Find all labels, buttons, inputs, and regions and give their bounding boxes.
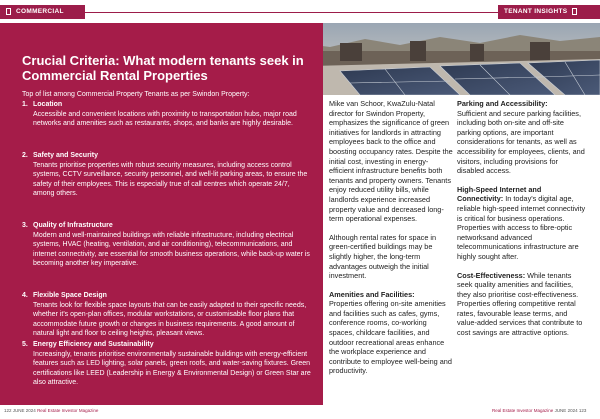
section-text: Properties offering on-site amenities and facilities such as cafes, gyms, conference rooms, co-working spaces, childcare facilities, and outdoor recreational areas enhance the workplace experience and contribute to employee well-being and productivity.	[329, 299, 452, 376]
criterion-heading: Energy Efficiency and Sustainability	[33, 341, 154, 348]
section-heading: Parking and Accessibility:	[457, 99, 548, 108]
parking-section	[457, 99, 587, 176]
footer-right	[492, 408, 586, 413]
issue-date: JUNE 2024	[12, 408, 36, 413]
criterion-number: 3.	[22, 222, 28, 229]
section-tag-commercial: COMMERCIAL	[0, 5, 85, 19]
criterion-text: Modern and well-maintained buildings with reliable infrastructure, including electrical systems, HVAC (heating, ventilation, and air conditioning), telecommunications, and internet connectivity, are essential for smooth business operations, while back-up water is becoming another key imperative.	[33, 231, 310, 267]
section-heading: Cost-Effectiveness:	[457, 270, 526, 280]
criteria-panel	[0, 23, 323, 405]
section-heading: Amenities and Facilities:	[329, 289, 415, 299]
internet-section	[457, 185, 587, 262]
section-text: Sufficient and secure parking facilities, including both on-site and off-site parking options, are important considerations for tenants, as well as accessibility for employees, clients, and visitors, including provisions for disabled access.	[457, 108, 585, 176]
amenities-section	[329, 290, 453, 376]
page-number: 123	[578, 408, 587, 413]
cost-section	[457, 271, 587, 338]
criterion-heading: Location	[33, 101, 63, 108]
criterion-text: Accessible and convenient locations with proximity to transportation hubs, major road networks and amenities such as restaurants, shops, and banks are highly desirable.	[33, 110, 297, 127]
body-paragraph: Although rental rates for space in green-certified buildings may be slightly higher, the long-term advantages outweigh the initial investment.	[329, 232, 437, 281]
section-text: In today's digital age, reliable high-speed internet connectivity is critical for business operations. Properties with access to fibre-optic networksand advanced telecommunications infrastructure are highly sought after.	[457, 194, 586, 261]
criterion-energy	[22, 340, 312, 388]
magazine-name: Real Estate Investor Magazine	[37, 408, 99, 413]
building-icon	[572, 8, 577, 15]
criterion-number: 2.	[22, 152, 28, 159]
criterion-safety	[22, 151, 312, 199]
section-text: While tenants seek quality amenities and facilities, they also prioritise cost-effectiveness. Properties offering competitive rental rates, favourable lease terms, and value-added services that contribute to cost savings are attractive options.	[457, 270, 583, 338]
footer-left	[4, 408, 98, 413]
criterion-heading: Safety and Security	[33, 152, 98, 159]
criterion-text: Increasingly, tenants prioritise environmentally sustainable buildings with energy-efficient features such as LED lighting, solar panels, green roofs, and water-saving fixtures. Green certifications like LEED (Leadership in Energy & Environmental Design) or Green Star are also attractive.	[33, 350, 311, 386]
issue-date: JUNE 2024	[554, 408, 578, 413]
criterion-location	[22, 100, 312, 129]
criterion-heading: Flexible Space Design	[33, 292, 107, 299]
body-paragraph: Mike van Schoor, KwaZulu-Natal director for Swindon Property, emphasizes the significance of green initiatives for landlords in attracting employees back to the office and boosting occupancy rates. Despite the initial cost, investing in energy-efficient infrastructure benefits both tenants and property owners. Tenants enjoy reduced utility bills, while landlords experience increased property value and decreased long-term operational expenses.	[329, 99, 453, 224]
section-heading: High-Speed Internet and Connectivity:	[457, 184, 542, 204]
criterion-number: 4.	[22, 292, 28, 299]
magazine-name: Real Estate Investor Magazine	[492, 408, 554, 413]
criterion-heading: Quality of Infrastructure	[33, 222, 113, 229]
middle-column	[329, 99, 453, 376]
criterion-number: 1.	[22, 101, 28, 108]
article-title: Crucial Criteria: What modern tenants seek in Commercial Rental Properties	[22, 53, 304, 83]
criterion-text: Tenants prioritise properties with robust security measures, including access control systems, CCTV surveillance, security personnel, and well-lit parking areas, to ensure the safety of their employees. This is especially true of call centres which operate 24/7, among others.	[33, 161, 308, 197]
right-column	[457, 99, 587, 338]
criterion-text: Tenants look for flexible space layouts that can be easily adapted to their specific needs, whether it's open-plan offices, modular workstations, or customisable floor plans that accommodate future growth or changes in business requirements. A good amount of natural light and floor to ceiling heights, pleasant views.	[33, 301, 307, 337]
criterion-number: 5.	[22, 341, 28, 348]
criterion-flexible-space	[22, 291, 312, 339]
page-number: 122	[4, 408, 12, 413]
section-tag-tenant-insights: TENANT INSIGHTS	[498, 5, 600, 19]
building-icon	[6, 8, 11, 15]
criterion-infrastructure	[22, 221, 312, 269]
intro-text: Top of list among Commercial Property Tenants as per Swindon Property:	[22, 91, 250, 98]
